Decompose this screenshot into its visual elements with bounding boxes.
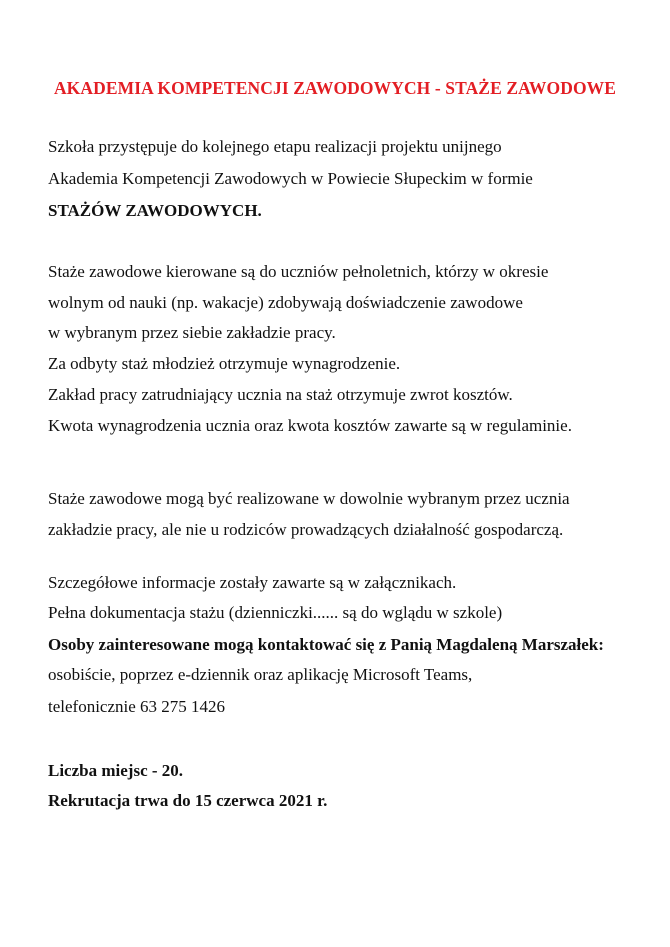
contact-line-1: Szczegółowe informacje zostały zawarte są w załącznikach. bbox=[48, 573, 457, 592]
document-title: AKADEMIA KOMPETENCJI ZAWODOWYCH - STAŻE ZAWODOWE bbox=[53, 78, 617, 98]
description-line-4: Za odbyty staż młodzież otrzymuje wynagrodzenie. bbox=[48, 354, 401, 373]
intro-line-2: Akademia Kompetencji Zawodowych w Powiecie Słupeckim w formie bbox=[48, 169, 533, 188]
description-line-2: wolnym od nauki (np. wakacje) zdobywają doświadczenie zawodowe bbox=[48, 293, 523, 312]
contact-line-5: telefonicznie 63 275 1426 bbox=[48, 697, 226, 716]
conditions-line-2: zakładzie pracy, ale nie u rodziców prowadzących działalność gospodarczą. bbox=[48, 520, 564, 539]
description-line-5: Zakład pracy zatrudniający ucznia na staż otrzymuje zwrot kosztów. bbox=[48, 385, 513, 404]
contact-line-4: osobiście, poprzez e-dziennik oraz aplikację Microsoft Teams, bbox=[48, 665, 473, 684]
contact-line-2: Pełna dokumentacja stażu (dzienniczki...... są do wglądu w szkole) bbox=[48, 603, 503, 622]
contact-line-3: Osoby zainteresowane mogą kontaktować się z Panią Magdaleną Marszałek: bbox=[48, 635, 604, 654]
intro-line-3: STAŻÓW ZAWODOWYCH. bbox=[48, 201, 262, 220]
places-count: Liczba miejsc - 20. bbox=[48, 761, 184, 780]
description-line-3: w wybranym przez siebie zakładzie pracy. bbox=[48, 323, 336, 342]
description-line-1: Staże zawodowe kierowane są do uczniów pełnoletnich, którzy w okresie bbox=[48, 262, 549, 281]
recruitment-deadline: Rekrutacja trwa do 15 czerwca 2021 r. bbox=[48, 791, 328, 810]
intro-line-1: Szkoła przystępuje do kolejnego etapu realizacji projektu unijnego bbox=[48, 137, 502, 156]
conditions-line-1: Staże zawodowe mogą być realizowane w dowolnie wybranym przez ucznia bbox=[48, 489, 570, 508]
description-line-6: Kwota wynagrodzenia ucznia oraz kwota kosztów zawarte są w regulaminie. bbox=[48, 416, 572, 435]
